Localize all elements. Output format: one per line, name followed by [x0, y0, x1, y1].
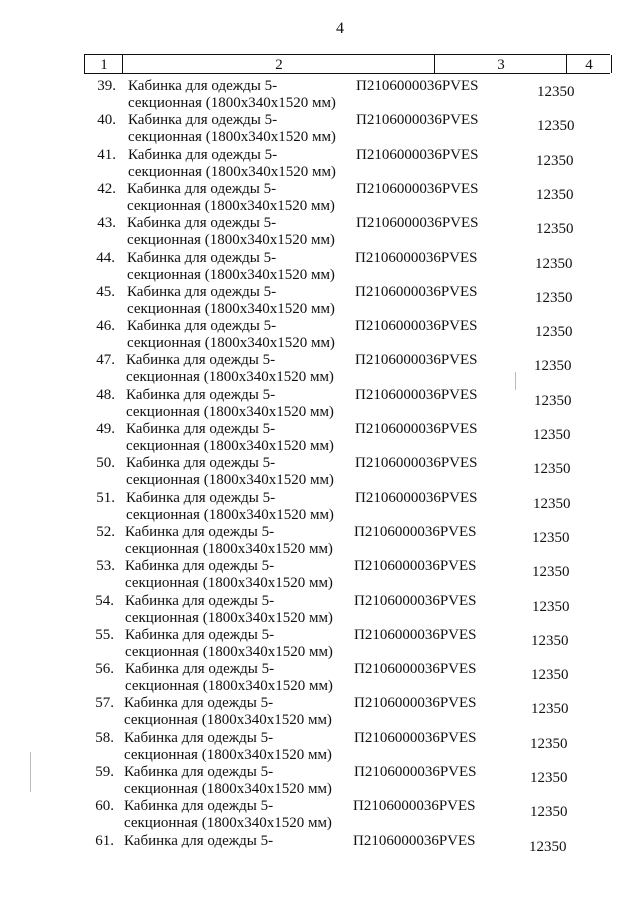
item-quantity: 12350	[531, 701, 569, 717]
item-code: П2106000036PVES	[355, 455, 478, 471]
item-name-line-1: Кабинка для одежды 5-	[128, 147, 278, 163]
item-name-line-2: секционная (1800х340х1520 мм)	[125, 541, 333, 557]
item-name	[124, 798, 332, 832]
table-row	[0, 385, 640, 419]
item-code: П2106000036PVES	[353, 833, 476, 849]
table-row	[0, 762, 640, 796]
item-name	[127, 284, 335, 318]
item-name-line-1: Кабинка для одежды 5-	[126, 387, 276, 403]
item-name-line-1: Кабинка для одежды 5-	[126, 421, 276, 437]
item-name	[124, 764, 332, 798]
item-name-line-1: Кабинка для одежды 5-	[124, 798, 274, 814]
table-row	[0, 145, 640, 179]
item-name-line-2: секционная (1800х340х1520 мм)	[128, 164, 336, 180]
row-number: 54.	[95, 593, 114, 609]
item-name	[126, 352, 334, 386]
item-name-line-1: Кабинка для одежды 5-	[125, 661, 275, 677]
row-number: 39.	[97, 78, 116, 94]
item-quantity: 12350	[531, 667, 569, 683]
item-quantity: 12350	[529, 839, 567, 855]
item-code: П2106000036PVES	[354, 627, 477, 643]
item-name-line-2: секционная (1800х340х1520 мм)	[127, 301, 335, 317]
row-number: 47.	[96, 352, 115, 368]
item-name-line-2: секционная (1800х340х1520 мм)	[127, 267, 335, 283]
item-quantity: 12350	[537, 118, 575, 134]
item-name-line-2: секционная (1800х340х1520 мм)	[124, 781, 332, 797]
row-number: 51.	[96, 490, 115, 506]
item-name	[127, 250, 335, 284]
item-name-line-2: секционная (1800х340х1520 мм)	[127, 232, 335, 248]
column-header-1: 1	[84, 55, 123, 73]
row-number: 61.	[95, 833, 114, 849]
item-code: П2106000036PVES	[355, 250, 478, 266]
item-name-line-2: секционная (1800х340х1520 мм)	[124, 712, 332, 728]
item-name-line-1: Кабинка для одежды 5-	[126, 490, 276, 506]
table-row	[0, 556, 640, 590]
table-row	[0, 659, 640, 693]
row-number: 55.	[95, 627, 114, 643]
item-quantity: 12350	[537, 84, 575, 100]
table-row	[0, 179, 640, 213]
item-name-line-2: секционная (1800х340х1520 мм)	[125, 575, 333, 591]
item-name-line-1: Кабинка для одежды 5-	[127, 250, 277, 266]
table-row	[0, 282, 640, 316]
item-name	[126, 421, 334, 455]
table-header-row	[84, 54, 610, 74]
item-quantity: 12350	[536, 221, 574, 237]
item-code: П2106000036PVES	[354, 695, 477, 711]
item-name	[128, 78, 336, 112]
item-name	[125, 593, 333, 627]
row-number: 42.	[97, 181, 116, 197]
item-quantity: 12350	[530, 804, 568, 820]
item-code: П2106000036PVES	[356, 112, 479, 128]
row-number: 46.	[96, 318, 115, 334]
row-number: 50.	[96, 455, 115, 471]
item-name	[125, 558, 333, 592]
item-name	[124, 730, 332, 764]
item-quantity: 12350	[533, 496, 571, 512]
item-code: П2106000036PVES	[354, 764, 477, 780]
table-row	[0, 419, 640, 453]
item-name-line-2: секционная (1800х340х1520 мм)	[126, 404, 334, 420]
item-name-line-1: Кабинка для одежды 5-	[125, 558, 275, 574]
item-name	[125, 627, 333, 661]
item-name-line-1: Кабинка для одежды 5-	[124, 695, 274, 711]
item-name-line-1: Кабинка для одежды 5-	[124, 833, 274, 849]
item-quantity: 12350	[536, 187, 574, 203]
item-code: П2106000036PVES	[355, 352, 478, 368]
item-quantity: 12350	[535, 256, 573, 272]
row-number: 56.	[95, 661, 114, 677]
item-name-line-1: Кабинка для одежды 5-	[125, 627, 275, 643]
table-row	[0, 591, 640, 625]
item-name	[126, 490, 334, 524]
item-quantity: 12350	[532, 564, 570, 580]
row-number: 41.	[97, 147, 116, 163]
item-name	[126, 455, 334, 489]
item-name-line-1: Кабинка для одежды 5-	[128, 112, 278, 128]
row-number: 59.	[95, 764, 114, 780]
table-row	[0, 110, 640, 144]
item-name-line-2: секционная (1800х340х1520 мм)	[124, 815, 332, 831]
item-code: П2106000036PVES	[354, 558, 477, 574]
item-quantity: 12350	[535, 324, 573, 340]
item-name	[127, 181, 335, 215]
item-name	[125, 524, 333, 558]
item-name	[125, 661, 333, 695]
item-name-line-1: Кабинка для одежды 5-	[127, 181, 277, 197]
item-name-line-2: секционная (1800х340х1520 мм)	[126, 369, 334, 385]
item-name-line-2: секционная (1800х340х1520 мм)	[125, 610, 333, 626]
item-quantity: 12350	[534, 358, 572, 374]
item-code: П2106000036PVES	[356, 215, 479, 231]
item-code: П2106000036PVES	[354, 593, 477, 609]
item-name-line-2: секционная (1800х340х1520 мм)	[126, 438, 334, 454]
row-number: 43.	[97, 215, 116, 231]
item-name-line-2: секционная (1800х340х1520 мм)	[126, 507, 334, 523]
column-header-4: 4	[566, 55, 612, 73]
item-name	[128, 112, 336, 146]
item-quantity: 12350	[532, 599, 570, 615]
item-name-line-2: секционная (1800х340х1520 мм)	[128, 129, 336, 145]
item-name	[126, 387, 334, 421]
table-row	[0, 316, 640, 350]
row-number: 60.	[95, 798, 114, 814]
row-number: 44.	[96, 250, 115, 266]
item-code: П2106000036PVES	[354, 730, 477, 746]
item-name-line-1: Кабинка для одежды 5-	[126, 352, 276, 368]
item-name-line-1: Кабинка для одежды 5-	[124, 730, 274, 746]
table-row	[0, 796, 640, 830]
item-code: П2106000036PVES	[355, 490, 478, 506]
item-name-line-2: секционная (1800х340х1520 мм)	[125, 678, 333, 694]
item-code: П2106000036PVES	[354, 524, 477, 540]
item-name-line-1: Кабинка для одежды 5-	[125, 524, 275, 540]
table-row	[0, 453, 640, 487]
row-number: 57.	[95, 695, 114, 711]
row-number: 58.	[95, 730, 114, 746]
table-row	[0, 625, 640, 659]
table-row	[0, 213, 640, 247]
item-name-line-1: Кабинка для одежды 5-	[126, 455, 276, 471]
item-name-line-2: секционная (1800х340х1520 мм)	[125, 644, 333, 660]
item-code: П2106000036PVES	[354, 661, 477, 677]
item-code: П2106000036PVES	[356, 181, 479, 197]
item-name-line-2: секционная (1800х340х1520 мм)	[127, 198, 335, 214]
item-quantity: 12350	[533, 427, 571, 443]
item-name-line-1: Кабинка для одежды 5-	[127, 284, 277, 300]
column-header-2: 2	[122, 55, 435, 73]
column-header-3: 3	[434, 55, 567, 73]
item-code: П2106000036PVES	[355, 387, 478, 403]
item-name-line-2: секционная (1800х340х1520 мм)	[124, 747, 332, 763]
item-name	[128, 147, 336, 181]
row-number: 52.	[96, 524, 115, 540]
table-row	[0, 831, 640, 865]
table-row	[0, 693, 640, 727]
table-row	[0, 76, 640, 110]
item-code: П2106000036PVES	[355, 318, 478, 334]
row-number: 40.	[97, 112, 116, 128]
item-name-line-1: Кабинка для одежды 5-	[125, 593, 275, 609]
page-number: 4	[336, 20, 344, 37]
table-row	[0, 248, 640, 282]
table-row	[0, 728, 640, 762]
item-name-line-2: секционная (1800х340х1520 мм)	[127, 335, 335, 351]
item-quantity: 12350	[535, 290, 573, 306]
item-name	[124, 695, 332, 729]
table-row	[0, 522, 640, 556]
item-name-line-2: секционная (1800х340х1520 мм)	[126, 472, 334, 488]
scan-artifact	[30, 752, 31, 792]
item-name	[124, 833, 273, 850]
row-number: 49.	[96, 421, 115, 437]
item-quantity: 12350	[536, 153, 574, 169]
item-name-line-1: Кабинка для одежды 5-	[128, 78, 278, 94]
item-code: П2106000036PVES	[356, 78, 479, 94]
item-code: П2106000036PVES	[355, 284, 478, 300]
item-quantity: 12350	[533, 461, 571, 477]
item-name-line-1: Кабинка для одежды 5-	[124, 764, 274, 780]
item-quantity: 12350	[531, 633, 569, 649]
item-name-line-1: Кабинка для одежды 5-	[127, 318, 277, 334]
item-name-line-1: Кабинка для одежды 5-	[127, 215, 277, 231]
item-name	[127, 318, 335, 352]
scan-artifact	[515, 372, 516, 390]
item-code: П2106000036PVES	[356, 147, 479, 163]
item-quantity: 12350	[530, 770, 568, 786]
item-code: П2106000036PVES	[355, 421, 478, 437]
row-number: 48.	[96, 387, 115, 403]
row-number: 45.	[96, 284, 115, 300]
table-row	[0, 488, 640, 522]
item-quantity: 12350	[532, 530, 570, 546]
item-quantity: 12350	[534, 393, 572, 409]
item-name-line-2: секционная (1800х340х1520 мм)	[128, 95, 336, 111]
item-quantity: 12350	[530, 736, 568, 752]
item-name	[127, 215, 335, 249]
table-row	[0, 350, 640, 384]
item-code: П2106000036PVES	[353, 798, 476, 814]
row-number: 53.	[96, 558, 115, 574]
